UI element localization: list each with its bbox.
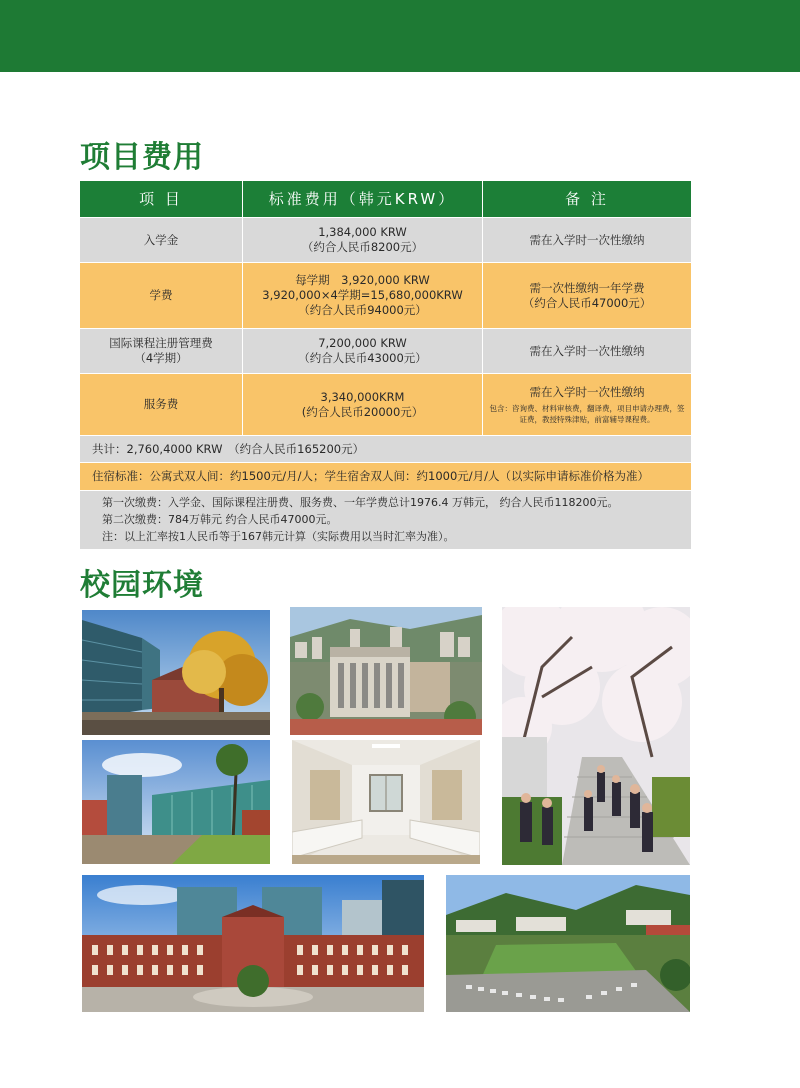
- fee-line: （约合人民币8200元）: [301, 240, 424, 254]
- fee-line: 每学期 3,920,000 KRW: [295, 273, 430, 287]
- footnote-exchange-rate: 注：以上汇率按1人民币等于167韩元计算（实际费用以当时汇率为准）。: [102, 530, 455, 543]
- row-note: [483, 374, 692, 436]
- campus-photo-aerial-field: [446, 875, 690, 1012]
- note-line: 需在入学时一次性缴纳: [529, 384, 645, 399]
- row-note: [483, 263, 692, 329]
- table-row: [80, 374, 692, 436]
- fee-line: (约合人民币20000元）: [301, 404, 424, 419]
- campus-photo-courtyard: [82, 740, 270, 864]
- campus-photo-modern-building: [82, 610, 270, 735]
- row-fee: [243, 329, 483, 374]
- table-row: [80, 329, 692, 374]
- fee-line: 3,920,000×4学期=15,680,000KRW: [262, 288, 463, 302]
- campus-photo-red-brick-hall: [82, 875, 424, 1012]
- fees-section-title: 项目费用: [80, 140, 204, 175]
- footnotes: [80, 491, 692, 550]
- row-fee: [243, 374, 483, 436]
- header-fee: 标准费用（韩元KRW）: [243, 181, 483, 218]
- row-item: 服务费: [80, 374, 243, 436]
- row-item: 学费: [80, 263, 243, 329]
- header-note: 备 注: [483, 181, 692, 218]
- campus-photo-cherry-blossoms: [502, 607, 690, 865]
- fee-line: 7,200,000 KRW: [318, 336, 407, 350]
- accommodation-row: [80, 463, 692, 491]
- campus-section-title: 校园环境: [80, 568, 204, 603]
- note-line: 需一次性缴纳一年学费: [529, 280, 645, 295]
- top-green-banner: [0, 0, 800, 72]
- fee-table-header: [80, 181, 692, 218]
- row-item: 国际课程注册管理费 （4学期）: [80, 329, 243, 374]
- table-row: [80, 263, 692, 329]
- total-row: [80, 436, 692, 463]
- fee-line: 1,384,000 KRW: [318, 225, 407, 239]
- row-note: 需在入学时一次性缴纳: [483, 218, 692, 263]
- row-note: 需在入学时一次性缴纳: [483, 329, 692, 374]
- campus-photo-city-hillside: [290, 607, 482, 735]
- row-fee: [243, 263, 483, 329]
- row-item: 入学金: [80, 218, 243, 263]
- footnotes-row: [80, 491, 692, 550]
- accommodation-text: 住宿标准：公寓式双人间：约1500元/月/人；学生宿舍双人间：约1000元/月/人（以实际申请标准价格为准）: [80, 463, 692, 491]
- total-text: 共计：2,760,4000 KRW （约合人民币165200元）: [80, 436, 692, 463]
- footnote-second-payment: 第二次缴费：784万韩元 约合人民币47000元。: [102, 513, 338, 526]
- service-fee-includes: 包含：咨询费、材料审核费，翻译费，项目申请办理费，签证费，教授特殊津贴，前富辅导课程费。: [489, 403, 685, 424]
- fee-line: 3,340,000KRM: [320, 389, 405, 404]
- footnote-first-payment: 第一次缴费：入学金、国际课程注册费、服务费、一年学费总计1976.4 万韩元， 约合人民币118200元。: [102, 496, 619, 509]
- fee-line: （约合人民币94000元）: [298, 303, 427, 317]
- campus-photo-dorm-room: [292, 740, 480, 864]
- row-fee: [243, 218, 483, 263]
- fee-line: （约合人民币43000元）: [298, 351, 427, 365]
- table-row: [80, 218, 692, 263]
- fee-table: [79, 180, 692, 550]
- header-item: 项 目: [80, 181, 243, 218]
- note-line: （约合人民币47000元）: [522, 295, 652, 310]
